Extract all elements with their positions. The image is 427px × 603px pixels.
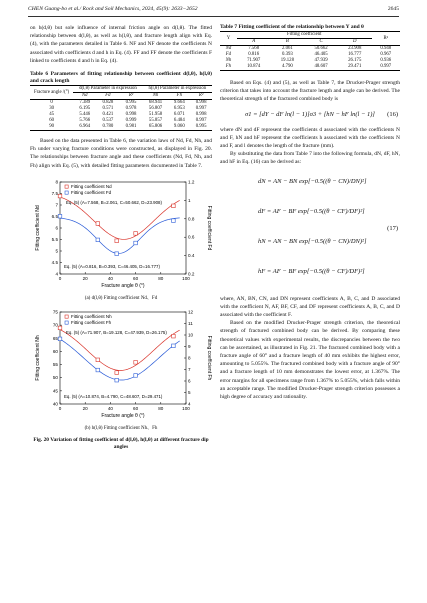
table7-cell: 0.936: [380, 58, 392, 63]
table6-cell: 90: [49, 124, 55, 130]
y-left-tick-label: 4.5: [51, 259, 58, 265]
right-paragraph-3: By substituting the data from Table 7 into the following formula, dN, dF, hN, and hF in Eq. (16) can be derived as:: [220, 151, 400, 166]
table7-cell: 19.128: [280, 58, 294, 63]
equation-17-line: hN = AN − BN exp[−0.5((θ − CN)/DN)²]: [258, 237, 367, 245]
x-tick-label: 60: [133, 406, 139, 412]
fit-curve: [60, 330, 180, 371]
table6-cell: 0.981: [125, 124, 137, 130]
y-left-axis-label: Fitting coefficient Nd: [35, 205, 41, 251]
data-point: [58, 337, 62, 341]
y-right-tick-label: 9: [188, 344, 191, 350]
y-left-tick-label: 55: [52, 362, 58, 368]
table7-caption: Table 7 Fitting coefficient of the relationship between Y and θ: [220, 24, 364, 30]
figure-20a-caption: (a) d(l,θ) Fitting coefficient Nd、Fd: [84, 295, 158, 301]
table6-cell: 68.941: [148, 100, 163, 106]
x-tick-label: 0: [58, 275, 62, 281]
data-point: [96, 222, 100, 226]
data-point: [172, 219, 176, 223]
y-right-tick-label: 1: [188, 197, 191, 203]
table6-header: Fh: [168, 93, 190, 100]
y-left-tick-label: 6: [55, 225, 58, 231]
header-rule: [28, 16, 399, 17]
table7-cell: 0.997: [380, 64, 392, 69]
data-point: [134, 241, 138, 245]
table6-cell: 0.780: [102, 124, 114, 130]
legend-label: Fitting coefficient Fd: [71, 189, 112, 195]
x-axis-label: Fracture angle θ (°): [101, 282, 145, 289]
table6-cell: 0.998: [125, 112, 137, 118]
data-point: [134, 374, 138, 378]
figure-20b-caption: (b) h(l,θ) Fitting coefficient Nh、Fh: [84, 426, 158, 432]
table7-cell: Fh: [225, 64, 232, 69]
table6-cell: 65.806: [148, 124, 163, 130]
table6-cell: 30: [49, 106, 55, 112]
table6-cell: 6.964: [79, 124, 91, 130]
equation-17-line: hF = AF − BF exp[−0.5((θ − CF)/DF)²]: [258, 267, 365, 275]
table6-cell: 51.958: [148, 112, 163, 118]
x-tick-label: 60: [133, 275, 139, 281]
right-column: [220, 24, 400, 401]
y-right-tick-label: 8: [188, 355, 191, 361]
left-paragraph-2: Based on the data presented in Table 6, the variation laws of Nd, Fd, Nh, and Fh under varying fracture conditions were constructed, as displayed in Fig. 20. The relationships between fracture angle and these coefficients (Nd, Fd, Nh, and Fh) align with Eq. (5), with detailed fitting parameters documented in Table 7.: [30, 138, 212, 169]
table6-cell: 0.421: [102, 112, 114, 118]
annotation-bottom: Eq. (5) (A=10.874, B=4.790, C=48.607, D=29.471): [64, 394, 163, 400]
table6-cell: 0.828: [102, 100, 114, 106]
table6-header: Nd: [73, 93, 96, 100]
y-left-tick-label: 7: [55, 202, 58, 208]
data-point: [58, 326, 62, 330]
table7-cell: 47.939: [314, 58, 328, 63]
table6-header: Fd: [96, 93, 119, 100]
y-left-tick-label: 75: [52, 309, 58, 315]
y-right-tick-label: 11: [188, 321, 193, 327]
table6-cell: 60: [49, 118, 55, 124]
legend-label: Fitting coefficient Fh: [71, 320, 112, 326]
data-point: [115, 252, 119, 256]
table7-cell: 2.061: [281, 46, 293, 51]
table7-subheader: D: [338, 39, 372, 46]
table7-cell: 16.777: [348, 52, 362, 57]
table7-cell: 10.874: [247, 64, 261, 69]
fit-curve: [60, 218, 180, 254]
table6-cell: 6.195: [79, 106, 91, 112]
equation-17-line: dF = AF − BF exp[−0.5((θ − CF)/DF)²]: [258, 207, 365, 215]
y-left-tick-label: 4: [55, 271, 58, 277]
table7-cell: 26.175: [348, 58, 362, 63]
y-left-tick-label: 5: [55, 248, 58, 254]
legend-label: Fitting coefficient Nd: [71, 183, 112, 189]
y-right-tick-label: 7: [188, 367, 191, 373]
x-tick-label: 100: [182, 275, 190, 281]
table6-cell: 0.978: [125, 106, 137, 112]
data-point: [58, 214, 62, 218]
data-point: [172, 344, 176, 348]
table7-cell: 23.908: [348, 46, 362, 51]
legend-marker: [65, 185, 68, 188]
legend-label: Fitting coefficient Nh: [71, 314, 112, 320]
y-right-tick-label: 1.2: [188, 179, 195, 185]
table7-cell: 4.790: [281, 64, 293, 69]
table7-cell: 29.471: [348, 64, 362, 69]
figure-20-caption: Fig. 20 Variation of fitting coefficient of d(l,θ), h(l,θ) at different fracture dip angles: [33, 437, 209, 451]
chart-a-svg: [30, 176, 212, 294]
table7-cell: 7.568: [248, 46, 260, 51]
table7-subheader: A: [237, 39, 271, 46]
x-tick-label: 20: [82, 406, 88, 412]
right-paragraph-5: Based on the modified Drucker-Prager strength criterion, the theoretical strength of fractured combined body can be derived. By comparing these theoretical values with experimental results, the discrepancies between the two can be ascertained, as illustrated in Fig. 21. The fractured combined body with a fracture angle of 60° and a fracture length of 40 mm exhibits the highest error, amounting to 5.055%. The fractured combined body with a fracture angle of 90° and a fracture length of 10 mm demonstrates the lowest error, at 1.367%. The error margins for all specimens range from 1.367% to 5.055%, which falls within an acceptable range. The modified Drucker-Prager strength criterion possesses a high degree of accuracy and rationality.: [220, 320, 400, 401]
legend-marker: [65, 191, 68, 194]
table6-cell: 0.997: [195, 106, 207, 112]
fit-curve: [60, 339, 180, 380]
y-left-axis-label: Fitting coefficient Nh: [35, 335, 41, 381]
table6-group1: d(l,θ) Parameter in expression: [73, 86, 142, 93]
y-right-tick-label: 10: [188, 332, 194, 338]
table7: [220, 31, 400, 71]
table6-cell: 5.446: [79, 112, 91, 118]
y-left-tick-label: 40: [52, 401, 58, 407]
y-right-tick-label: 0.6: [188, 234, 195, 240]
right-paragraph-4: where, AN, BN, CN, and DN represent coefficients A, B, C, and D associated with the coefficient N, AF, BF, CF, and DF represent coefficients A, B, C, and D associated with the coefficient F.: [220, 295, 400, 319]
right-paragraph-1: Based on Eqs. (4) and (5), as well as Table 7, the Drucker-Prager strength criterion that takes into account the fracture length and angle can be derived. The theoretical strength of the fractured combined body is: [220, 80, 400, 103]
table7-cell: Nd: [225, 46, 232, 51]
equation-17-line: dN = AN − BN exp[−0.5((θ − CN)/DN)²]: [258, 177, 367, 185]
y-right-tick-label: 12: [188, 309, 194, 315]
data-point: [115, 378, 119, 382]
y-left-tick-label: 65: [52, 335, 58, 341]
table6-cell: 6.484: [173, 118, 185, 124]
annotation-top: Eq. (5) (A=7.568, B=2.061, C=50.662, D=23.908): [66, 199, 162, 205]
data-point: [96, 358, 100, 362]
running-header: [28, 6, 399, 12]
equation-16: [220, 104, 400, 126]
legend-marker: [65, 321, 68, 324]
x-tick-label: 40: [107, 275, 113, 281]
table7-cell: 0.393: [281, 52, 293, 57]
right-paragraph-2: where dN and dF represent the coefficients d associated with the coefficients N and F, hN and hF represent the coefficients h associated with the coefficients N and F, and l denotes the length of the fracture (mm).: [220, 126, 400, 150]
table6-cell: 5.766: [79, 118, 91, 124]
plot-frame: [60, 182, 186, 274]
table6-cell: 0.995: [125, 100, 137, 106]
table6-cell: 0.571: [102, 106, 114, 112]
data-point: [134, 231, 138, 235]
x-tick-label: 100: [182, 406, 190, 412]
y-right-axis-label: Fitting coefficient Fd: [206, 205, 212, 251]
x-tick-label: 80: [158, 275, 164, 281]
table7-col0: Y: [220, 32, 237, 46]
y-left-tick-label: 50: [52, 375, 58, 381]
x-tick-label: 20: [82, 275, 88, 281]
table6-cell: 0.998: [195, 112, 207, 118]
y-left-tick-label: 7.5: [51, 190, 58, 196]
data-point: [115, 371, 119, 375]
data-point: [172, 334, 176, 338]
data-point: [96, 368, 100, 372]
y-left-tick-label: 45: [52, 388, 58, 394]
figure-20a: [30, 176, 212, 294]
table7-cell: 0.816: [248, 52, 260, 57]
equation-17-number: (17): [387, 224, 398, 232]
table7-cell: 0.948: [380, 46, 392, 51]
annotation-bottom: Eq. (5) (A=0.816, B=0.393, C=46.405, D=16.777): [64, 263, 160, 269]
data-point: [172, 204, 176, 208]
table6-row: [30, 124, 212, 131]
table7-cell: Nh: [225, 58, 232, 63]
table6-cell: 7.389: [79, 100, 91, 106]
y-left-tick-label: 5.5: [51, 236, 58, 242]
table6-cell: 45: [49, 112, 55, 118]
data-point: [58, 194, 62, 198]
table6-caption: Table 6 Parameters of fitting relationship between coefficient d(l,θ), h(l,θ) and crack length: [30, 71, 212, 85]
table7-row: [220, 64, 400, 71]
annotation-top: Eq. (5) (A=71.907, B=19.128, C=47.939, D=26.175): [66, 330, 167, 336]
y-right-tick-label: 5: [188, 390, 191, 396]
equation-16-body: σ1 = [dY − dF ln(l − 1)]σ3 + [hN − hF ln(l − 1)]: [245, 110, 375, 118]
table6-group2: h(l,θ) Parameter in expression: [143, 86, 212, 93]
table6: [30, 85, 212, 131]
table6-cell: 55.857: [148, 118, 163, 124]
table6-cell: 0.998: [195, 100, 207, 106]
table6-header: Nh: [143, 93, 169, 100]
table6-cell: 56.807: [148, 106, 163, 112]
y-right-tick-label: 0.8: [188, 216, 195, 222]
table7-cell: Fd: [225, 52, 232, 57]
legend-marker: [65, 315, 68, 318]
table7-cell: 71.907: [247, 58, 261, 63]
table6-cell: 0.537: [102, 118, 114, 124]
table6-col0: Fracture angle /(°): [30, 86, 73, 100]
x-tick-label: 40: [107, 406, 113, 412]
table7-cell: 0.967: [380, 52, 392, 57]
equation-16-number: (16): [387, 110, 398, 118]
table6-cell: 9.060: [173, 124, 185, 130]
table6-cell: 6.953: [173, 106, 185, 112]
x-tick-label: 80: [158, 406, 164, 412]
table6-cell: 0.995: [195, 124, 207, 130]
left-column: [30, 24, 212, 451]
table6-header: R²: [190, 93, 212, 100]
page-number: 2645: [387, 6, 399, 12]
y-left-tick-label: 6.5: [51, 213, 58, 219]
table6-cell: 0: [50, 100, 53, 106]
table7-subheader: B: [271, 39, 305, 46]
table6-cell: 6.071: [173, 112, 185, 118]
table7-cell: 48.607: [314, 64, 328, 69]
table6-header: R²: [119, 93, 142, 100]
y-right-tick-label: 0.4: [188, 252, 195, 258]
table7-cell: 50.662: [314, 46, 328, 51]
equation-17: [220, 167, 400, 295]
table6-cell: 0.997: [195, 118, 207, 124]
plot-frame: [60, 312, 186, 404]
x-tick-label: 0: [58, 406, 62, 412]
table7-subheader: C: [304, 39, 338, 46]
y-left-tick-label: 60: [52, 348, 58, 354]
table7-cell: 46.405: [314, 52, 328, 57]
y-right-tick-label: 4: [188, 401, 191, 407]
data-point: [96, 238, 100, 242]
y-right-axis-label: Fitting coefficient Fh: [206, 335, 212, 381]
left-paragraph-1: on h(d,θ) but sole influence of internal friction angle on d(l,θ). The fitted relationship between d(l,θ), as well as h(l,θ), and fracture length align with Eq. (4), with the parameters detailed in Table 6. NF and NF denote the coefficients N associated with coefficients d and h in Eq. (4). FF and FF denote the coefficients F linked to coefficients d and h in Eq. (4).: [30, 25, 212, 64]
data-point: [115, 239, 119, 243]
y-right-tick-label: 0.2: [188, 271, 195, 277]
y-left-tick-label: 8: [55, 179, 58, 185]
chart-b-svg: [30, 306, 212, 424]
table7-r2: R²: [372, 32, 400, 46]
y-left-tick-label: 70: [52, 322, 58, 328]
data-point: [134, 361, 138, 365]
table6-cell: 9.664: [173, 100, 185, 106]
y-right-tick-label: 6: [188, 378, 191, 384]
x-axis-label: Fracture angle θ (°): [101, 413, 145, 420]
figure-20b: [30, 306, 212, 424]
table6-cell: 0.999: [125, 118, 137, 124]
running-title: CHEN Guang-bo et al./ Rock and Soil Mechanics, 2024, 45(9): 2633−2652: [28, 6, 198, 12]
table7-group: Fitting coefficient: [237, 32, 372, 39]
